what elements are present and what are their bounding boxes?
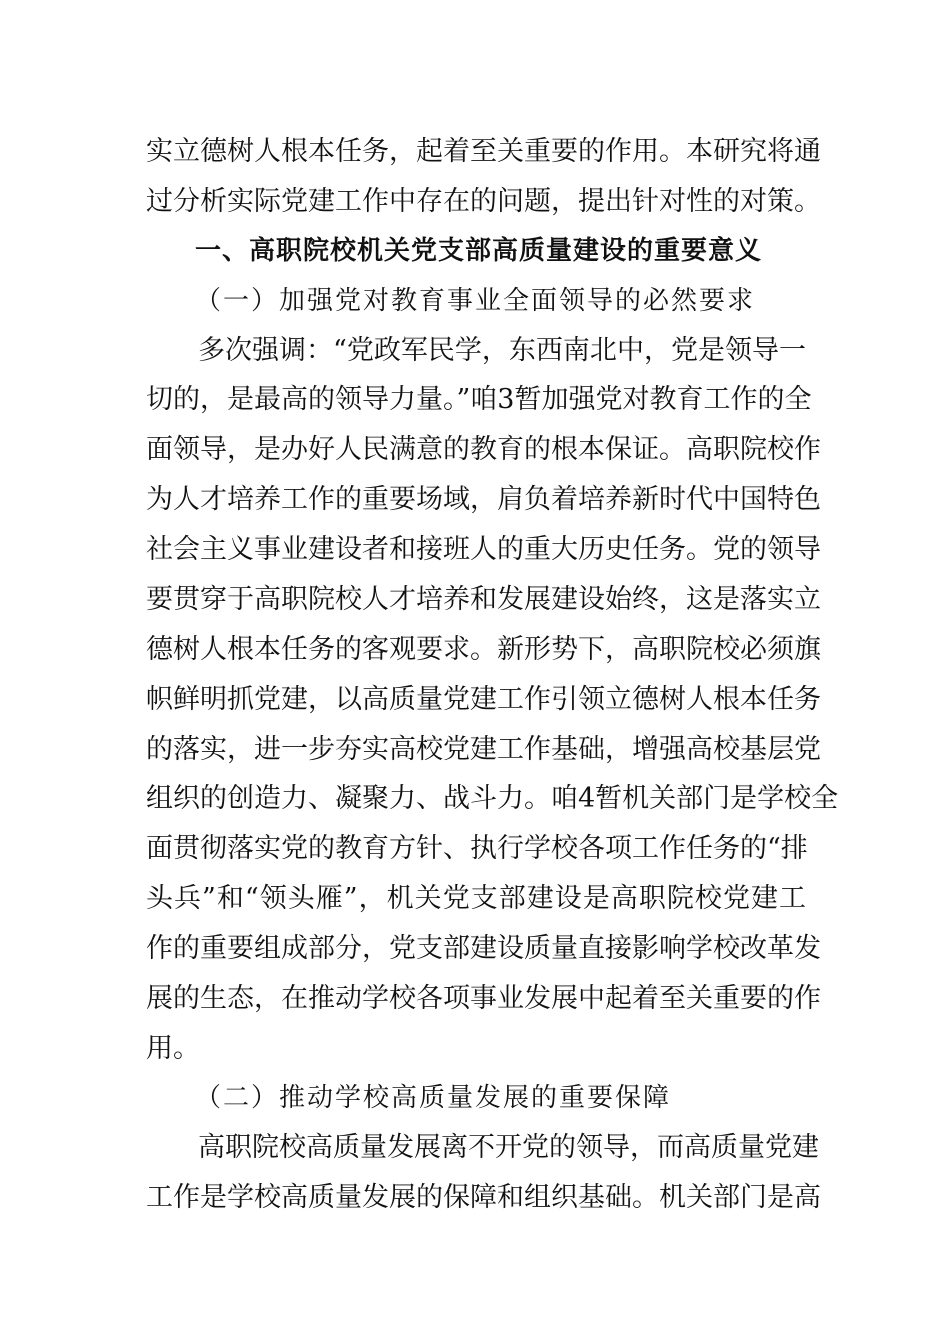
paragraph-1-line-5: 社会主义事业建设者和接班人的重大历史任务。党的领导 — [146, 534, 821, 565]
paragraph-1-line-1: 多次强调：“党政军民学，东西南北中，党是领导一 — [198, 335, 806, 366]
paragraph-1-line-6: 要贯穿于高职院校人才培养和发展建设始终，这是落实立 — [146, 584, 821, 615]
paragraph-1-line-13: 作的重要组成部分，党支部建设质量直接影响学校改革发 — [146, 933, 821, 964]
paragraph-1-line-11: 面贯彻落实党的教育方针、执行学校各项工作任务的“排 — [146, 833, 808, 864]
paragraph-1-line-7: 德树人根本任务的客观要求。新形势下，高职院校必须旗 — [146, 634, 821, 665]
paragraph-1-line-9: 的落实，进一步夯实高校党建工作基础，增强高校基层党 — [146, 734, 821, 765]
subsection-2-heading: （二）推动学校高质量发展的重要保障 — [195, 1083, 672, 1113]
paragraph-1-line-15: 用。 — [146, 1033, 200, 1064]
intro-line-2: 过分析实际党建工作中存在的问题，提出针对性的对策。 — [146, 186, 821, 217]
paragraph-2-line-1: 高职院校高质量发展离不开党的领导，而高质量党建 — [198, 1132, 819, 1163]
subsection-1-heading: （一）加强党对教育事业全面领导的必然要求 — [195, 286, 756, 316]
paragraph-2-line-2: 工作是学校高质量发展的保障和组织基础。机关部门是高 — [146, 1182, 821, 1213]
paragraph-1-line-4: 为人才培养工作的重要场域，肩负着培养新时代中国特色 — [146, 484, 821, 515]
paragraph-1-line-10: 组织的创造力、凝聚力、战斗力。咱4暂机关部门是学校全 — [146, 783, 839, 814]
intro-line-1: 实立德树人根本任务，起着至关重要的作用。本研究将通 — [146, 136, 821, 167]
paragraph-1-line-3: 面领导，是办好人民满意的教育的根本保证。高职院校作 — [146, 434, 821, 465]
paragraph-1-line-8: 帜鲜明抓党建，以高质量党建工作引领立德树人根本任务 — [146, 684, 821, 715]
paragraph-1-line-14: 展的生态，在推动学校各项事业发展中起着至关重要的作 — [146, 983, 821, 1014]
section-heading: 一、高职院校机关党支部高质量建设的重要意义 — [195, 236, 763, 266]
paragraph-1-line-12: 头兵”和“领头雁”，机关党支部建设是高职院校党建工 — [146, 883, 806, 914]
paragraph-1-line-2: 切的，是最高的领导力量。”咱3暂加强党对教育工作的全 — [146, 384, 812, 415]
